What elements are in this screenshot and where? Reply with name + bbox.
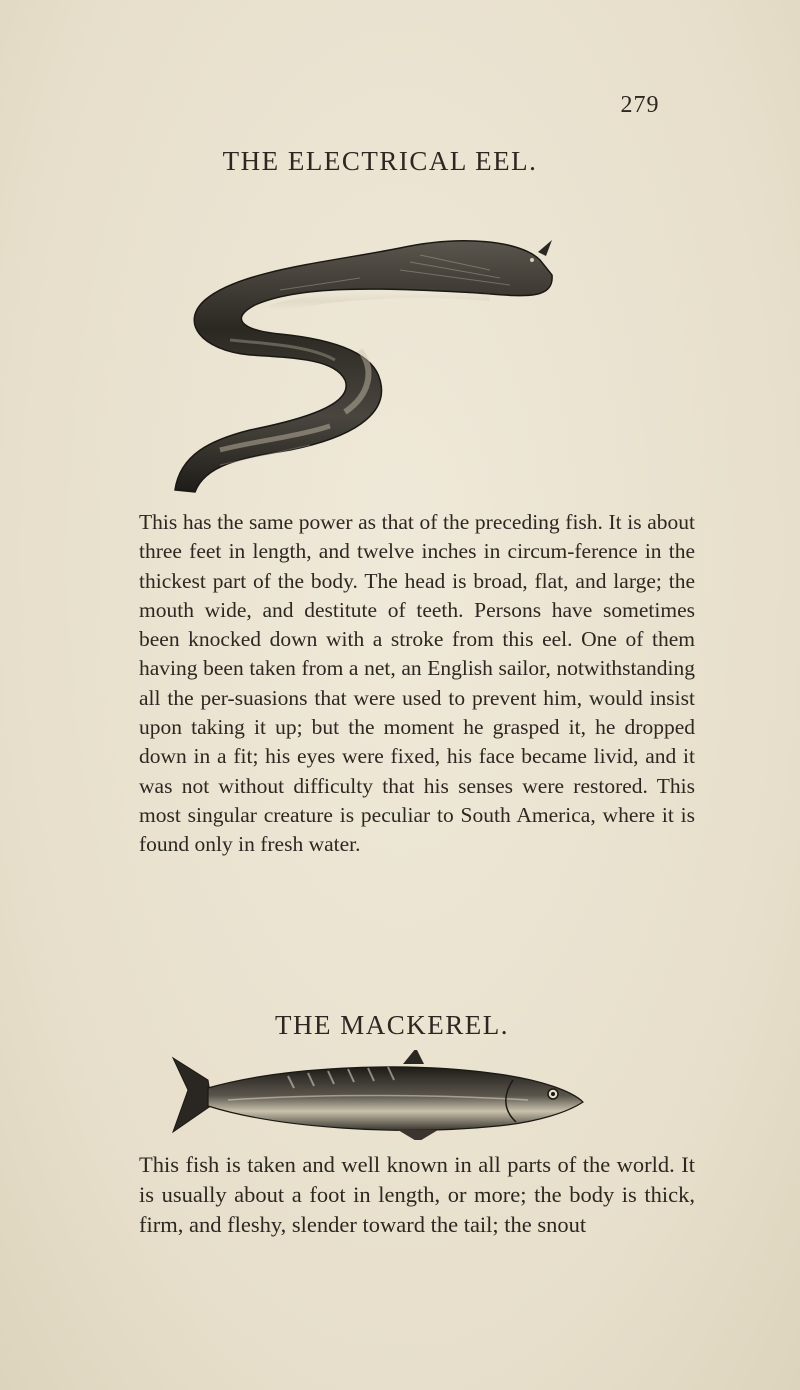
mackerel-illustration	[168, 1050, 588, 1140]
section-heading-mackerel: THE MACKEREL.	[275, 1010, 509, 1040]
mackerel-description: This fish is taken and well known in all parts of the world. It is usually about a foot in length, or more; the body is thick, firm, and fleshy, slender toward the tail; the snout	[139, 1152, 695, 1237]
page-number: 279	[620, 92, 660, 118]
eel-description: This has the same power as that of the preceding fish. It is about three feet in length, and twelve inches in circum-ference in the thickest part of the body. The head is broad, flat, and large; the mouth wide, and destitute of teeth. Persons have sometimes been knocked down with a stroke from this eel. One of them having been taken from a net, an English sailor, notwithstanding all the per-suasions that were used to prevent him, would insist upon taking it up; but the moment he grasped it, he dropped down in a fit; his eyes were fixed, his face became livid, and it was not without difficulty that his senses were restored. This most singular creature is peculiar to South America, where it is found only in fresh water.	[139, 510, 695, 857]
section-heading-eel: THE ELECTRICAL EEL.	[222, 146, 538, 176]
eel-illustration	[160, 230, 560, 500]
